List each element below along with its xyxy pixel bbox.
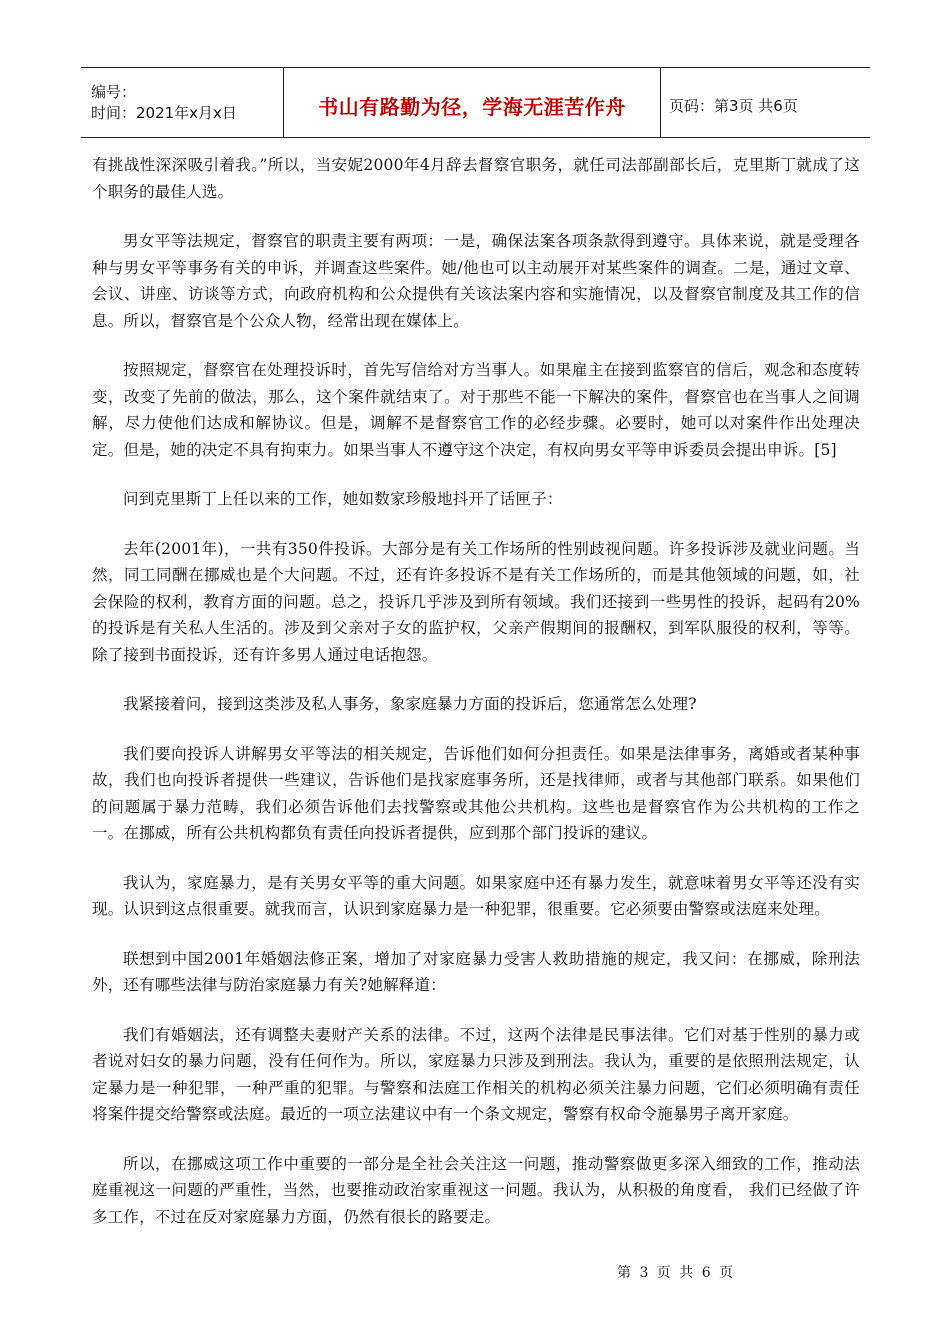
header-meta (81, 68, 283, 137)
document-header (81, 67, 870, 138)
paragraph: 男女平等法规定，督察官的职责主要有两项：一是，确保法案各项条款得到遵守。具体来说，就是受理各种与男女平等事务有关的申诉，并调查这些案件。她/他也可以主动展开对某些案件的调查。二是，通过文章、会议、讲座、访谈等方式，向政府机构和公众提供有关该法案内容和实施情况，以及督察官制度及其工作的信息。所以，督察官是个公众人物，经常出现在媒体上。 (92, 232, 860, 330)
paragraph: 按照规定，督察官在处理投诉时，首先写信给对方当事人。如果雇主在接到监察官的信后，观念和态度转变，改变了先前的做法，那么，这个案件就结束了。对于那些不能一下解决的案件，督察官也在当事人之间调解，尽力使他们达成和解协议。但是，调解不是督察官工作的必经步骤。必要时，她可以对案件作出处理决定。但是，她的决定不具有拘束力。如果当事人不遵守这个决定，有权向男女平等申诉委员会提出申诉。[5] (92, 361, 860, 459)
header-motto: 书山有路勤为径，学海无涯苦作舟 (318, 95, 626, 119)
header-motto-cell (283, 68, 661, 137)
paragraph: 我认为，家庭暴力，是有关男女平等的重大问题。如果家庭中还有暴力发生，就意味着男女平等还没有实现。认识到这点很重要。就我而言，认识到家庭暴力是一种犯罪，很重要。它必须要由警察或法庭来处理。 (92, 873, 860, 918)
document-time-label: 时间：2021年x月x日 (91, 103, 237, 122)
header-page-info: 页码：第3页 共6页 (669, 97, 798, 115)
paragraph: 联想到中国2001年婚姻法修正案，增加了对家庭暴力受害人救助措施的规定，我又问：在挪威，除刑法外，还有哪些法律与防治家庭暴力有关?她解释道： (92, 949, 860, 994)
paragraph: 我们有婚姻法，还有调整夫妻财产关系的法律。不过，这两个法律是民事法律。它们对基于性别的暴力或者说对妇女的暴力问题，没有任何作为。所以，家庭暴力只涉及到刑法。我认为，重要的是依照刑法规定，认定暴力是一种犯罪，一种严重的犯罪。与警察和法庭工作相关的机构必须关注暴力问题，它们必须明确有责任将案件提交给警察或法庭。最近的一项立法建议中有一个条文规定，警察有权命令施暴男子离开家庭。 (92, 1025, 860, 1123)
document-number-label: 编号： (91, 82, 137, 101)
paragraph: 我紧接着问，接到这类涉及私人事务，象家庭暴力方面的投诉后，您通常怎么处理? (123, 695, 697, 713)
paragraph: 去年(2001年)，一共有350件投诉。大部分是有关工作场所的性别歧视问题。许多投诉涉及就业问题。当然，同工同酬在挪威也是个大问题。不过，还有许多投诉不是有关工作场所的，而是其他领域的问题，如，社会保险的权利，教育方面的问题。总之，投诉几乎涉及到所有领域。我们还接到一些男性的投诉，起码有20%的投诉是有关私人生活的。涉及到父亲对子女的监护权，父亲产假期间的报酬权，到军队服役的权利，等等。除了接到书面投诉，还有许多男人通过电话抱怨。 (92, 539, 860, 664)
paragraph: 所以，在挪威这项工作中重要的一部分是全社会关注这一问题，推动警察做更多深入细致的工作，推动法庭重视这一问题的严重性，当然，也要推动政治家重视这一问题。我认为，从积极的角度看， 我们已经做了许多工作，不过在反对家庭暴力方面，仍然有很长的路要走。 (92, 1154, 860, 1226)
paragraph: 问到克里斯丁上任以来的工作，她如数家珍般地抖开了话匣子： (123, 490, 563, 508)
paragraph: 有挑战性深深吸引着我。”所以，当安妮2000年4月辞去督察官职务，就任司法部副部长后，克里斯丁就成了这个职务的最佳人选。 (92, 156, 860, 201)
page-footer: 第 3 页 共 6 页 (617, 1265, 736, 1281)
paragraph: 我们要向投诉人讲解男女平等法的相关规定，告诉他们如何分担责任。如果是法律事务，离婚或者某种事故，我们也向投诉者提供一些建议，告诉他们是找家庭事务所，还是找律师，或者与其他部门联系。如果他们的问题属于暴力范畴，我们必须告诉他们去找警察或其他公共机构。这些也是督察官作为公共机构的工作之一。在挪威，所有公共机构都负有责任向投诉者提供，应到那个部门投诉的建议。 (92, 744, 860, 842)
document-body (92, 152, 860, 1253)
